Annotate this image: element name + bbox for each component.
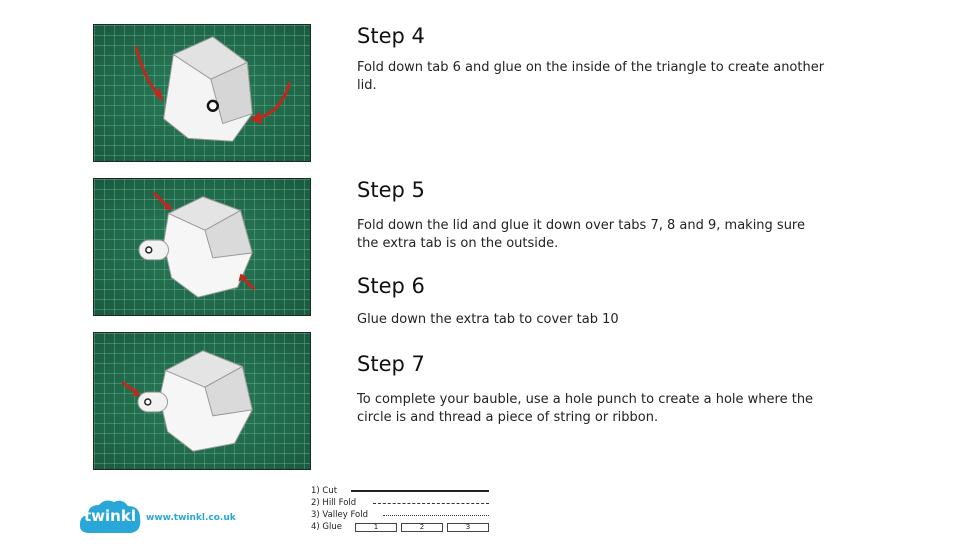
step-7-photo bbox=[93, 332, 311, 470]
glue-box-3: 3 bbox=[447, 523, 489, 532]
line-key-legend bbox=[311, 485, 491, 533]
key-hill-label: 2) Hill Fold bbox=[311, 498, 357, 508]
step-5-text: Fold down the lid and glue it down over tabs 7, 8 and 9, making sure the extra tab is on the outside. bbox=[357, 218, 805, 251]
step-7-text: To complete your bauble, use a hole punch to create a hole where the circle is and thread a piece of string or ribbon. bbox=[357, 392, 814, 425]
step-6-title: Step 6 bbox=[357, 274, 425, 298]
cut-line-sample bbox=[351, 490, 489, 492]
step-4-photo bbox=[93, 24, 311, 162]
website-link[interactable]: www.twinkl.co.uk bbox=[146, 513, 236, 523]
valley-fold-line-sample bbox=[383, 515, 489, 516]
key-hill-row bbox=[311, 497, 491, 509]
key-valley-row bbox=[311, 509, 491, 521]
step-4-text: Fold down tab 6 and glue on the inside of the triangle to create another lid. bbox=[357, 60, 825, 93]
key-valley-label: 3) Valley Fold bbox=[311, 510, 369, 520]
key-cut-label: 1) Cut bbox=[311, 486, 338, 496]
step-4-title: Step 4 bbox=[357, 24, 425, 48]
key-glue-row bbox=[311, 521, 491, 533]
paper-bauble-closed bbox=[94, 179, 310, 315]
paper-bauble-finished bbox=[94, 333, 310, 469]
glue-box-2: 2 bbox=[401, 523, 443, 532]
paper-bauble-partial bbox=[94, 25, 310, 161]
step-5-title: Step 5 bbox=[357, 178, 425, 202]
hill-fold-line-sample bbox=[373, 503, 489, 504]
step-5-photo bbox=[93, 178, 311, 316]
key-cut-row bbox=[311, 485, 491, 497]
glue-boxes bbox=[355, 523, 489, 532]
step-6-text: Glue down the extra tab to cover tab 10 bbox=[357, 312, 619, 327]
step-7-title: Step 7 bbox=[357, 352, 425, 376]
key-glue-label: 4) Glue bbox=[311, 522, 342, 532]
logo-text: twinkl bbox=[84, 507, 136, 525]
twinkl-logo[interactable] bbox=[77, 497, 143, 537]
glue-box-1: 1 bbox=[355, 523, 397, 532]
